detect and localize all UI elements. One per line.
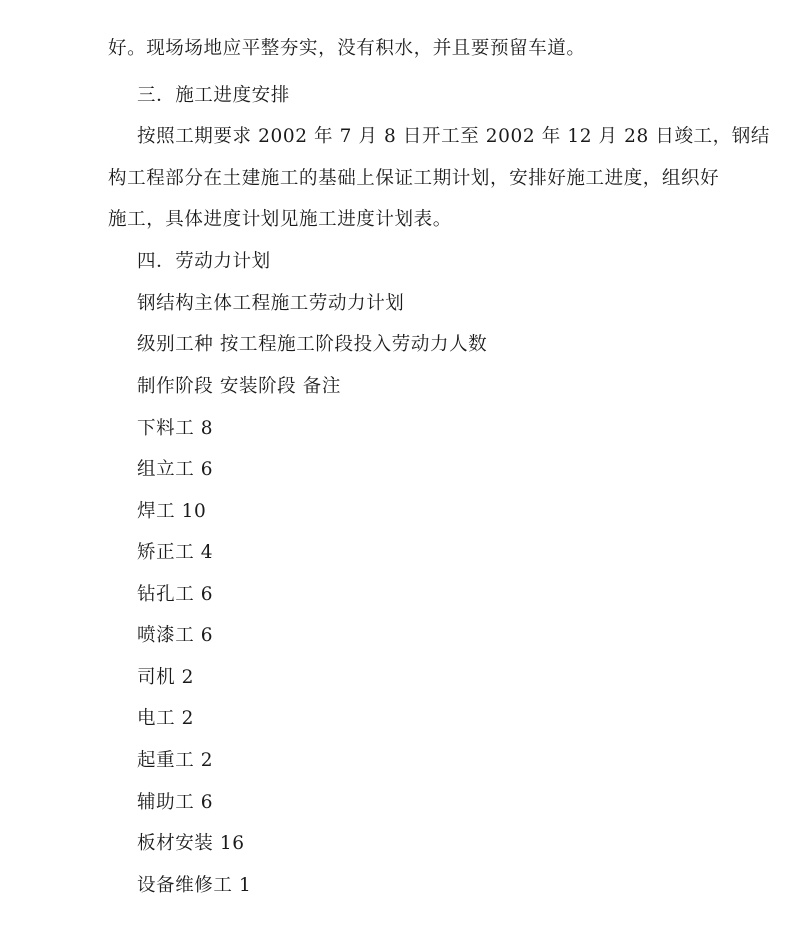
labor-row: 司机 2 [137, 667, 195, 688]
paragraph-line: 施工，具体进度计划见施工进度计划表。 [108, 209, 452, 230]
labor-row: 钻孔工 6 [137, 584, 214, 605]
labor-row: 起重工 2 [137, 750, 214, 771]
labor-row: 板材安装 16 [137, 833, 245, 854]
paragraph-line: 构工程部分在土建施工的基础上保证工期计划，安排好施工进度，组织好 [108, 168, 720, 189]
table-header-row-1: 级别工种 按工程施工阶段投入劳动力人数 [137, 334, 488, 355]
labor-row: 组立工 6 [137, 459, 214, 480]
section-heading-4: 四．劳动力计划 [137, 251, 271, 272]
labor-row: 矫正工 4 [137, 542, 214, 563]
labor-row: 下料工 8 [137, 418, 214, 439]
labor-row: 焊工 10 [137, 501, 207, 522]
table-header-row-2: 制作阶段 安装阶段 备注 [137, 376, 341, 397]
labor-row: 辅助工 6 [137, 792, 214, 813]
labor-row: 喷漆工 6 [137, 625, 214, 646]
paragraph-line: 好。现场场地应平整夯实，没有积水，并且要预留车道。 [108, 38, 586, 59]
labor-row: 设备维修工 1 [137, 875, 252, 896]
section-heading-3: 三．施工进度安排 [137, 85, 290, 106]
table-title: 钢结构主体工程施工劳动力计划 [137, 293, 405, 314]
paragraph-line: 按照工期要求 2002 年 7 月 8 日开工至 2002 年 12 月 28 日竣工，钢结 [137, 126, 770, 147]
labor-row: 电工 2 [137, 708, 195, 729]
